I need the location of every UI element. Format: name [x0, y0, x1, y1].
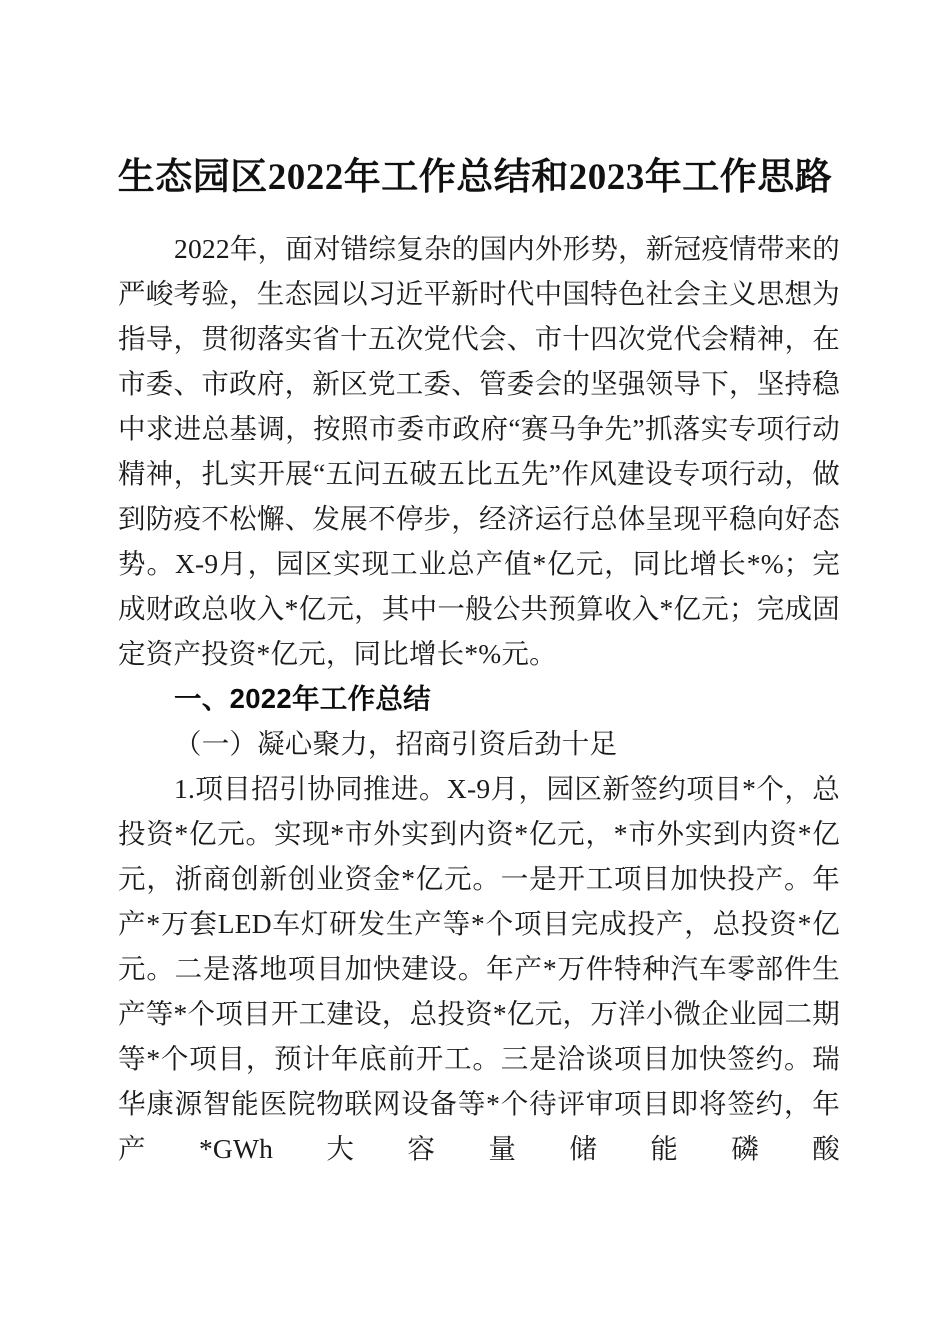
subsection-heading-investment: （一）凝心聚力，招商引资后劲十足 [174, 728, 618, 759]
section-heading-2022-summary: 一、2022年工作总结 [174, 683, 431, 714]
intro-paragraph: 2022年，面对错综复杂的国内外形势，新冠疫情带来的严峻考验，生态园以习近平新时代中国特色社会主义思想为指导，贯彻落实省十五次党代会、市十四次党代会精神，在市委、市政府，新区党工委、管委会的坚强领导下，坚持稳中求进总基调，按照市委市政府“赛马争先”抓落实专项行动精神，扎实开展“五问五破五比五先”作风建设专项行动，做到防疫不松懈、发展不停步，经济运行总体呈现平稳向好态势。X-9月，园区实现工业总产值*亿元，同比增长*%；完成财政总收入*亿元，其中一般公共预算收入*亿元；完成固定资产投资*亿元，同比增长*%元。 [118, 233, 840, 669]
document-body [118, 226, 840, 1171]
item-1-paragraph: 1.项目招引协同推进。X-9月，园区新签约项目*个，总投资*亿元。实现*市外实到内资*亿元，*市外实到内资*亿元，浙商创新创业资金*亿元。一是开工项目加快投产。年产*万套LED车灯研发生产等*个项目完成投产，总投资*亿元。二是落地项目加快建设。年产*万件特种汽车零部件生产等*个项目开工建设，总投资*亿元，万洋小微企业园二期等*个项目，预计年底前开工。三是洽谈项目加快签约。瑞华康源智能医院物联网设备等*个待评审项目即将签约，年产*GWh大容量储能磷酸 [118, 773, 840, 1164]
page-title: 生态园区2022年工作总结和2023年工作思路 [117, 156, 833, 198]
